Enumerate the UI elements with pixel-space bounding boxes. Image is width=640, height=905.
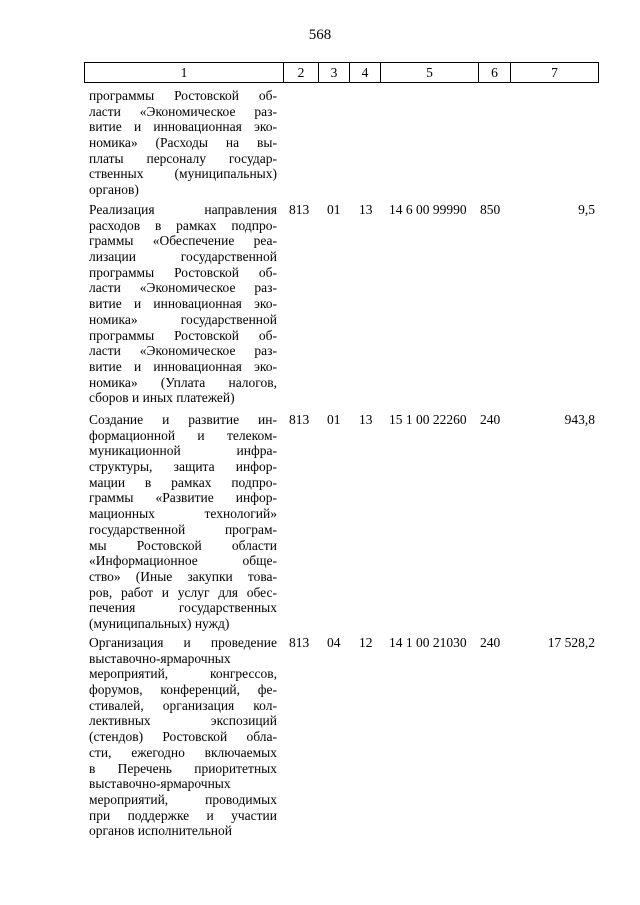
- description-line: номика» (Уплата налогов,: [89, 374, 277, 390]
- row-description: [89, 635, 277, 839]
- row-description: [89, 88, 277, 198]
- description-line: при поддержке и участии: [89, 807, 277, 823]
- page-number: 568: [308, 27, 332, 43]
- description-line: органов): [89, 182, 139, 198]
- cell-col-3: 01: [327, 412, 341, 427]
- header-col-1: 1: [84, 62, 284, 83]
- description-line: лизации государственной: [89, 249, 277, 265]
- description-line: печения государственных: [89, 600, 277, 616]
- cell-col-7-amount: 943,8: [564, 412, 595, 427]
- description-line: граммы «Развитие инфор-: [89, 490, 277, 506]
- cell-col-3: 01: [327, 202, 341, 217]
- description-line: сти, ежегодно включаемых: [89, 744, 277, 760]
- description-line: органов исполнительной: [89, 823, 232, 839]
- header-col-2: 2: [283, 62, 319, 83]
- description-line: Организация и проведение: [89, 635, 277, 650]
- description-line: муникационной инфра-: [89, 443, 277, 459]
- cell-col-6: 850: [480, 202, 501, 217]
- description-line: Создание и развитие ин-: [89, 412, 277, 427]
- header-col-3: 3: [318, 62, 350, 83]
- description-line: ласти «Экономическое раз-: [89, 280, 277, 296]
- description-line: мы Ростовской области: [89, 537, 277, 553]
- cell-col-6: 240: [480, 412, 501, 427]
- description-line: платы персоналу государ-: [89, 150, 277, 166]
- description-line: номика» (Расходы на вы-: [89, 135, 277, 151]
- description-line: ласти «Экономическое раз-: [89, 343, 277, 359]
- description-line: граммы «Обеспечение реа-: [89, 233, 277, 249]
- description-line: (стендов) Ростовской обла-: [89, 729, 277, 745]
- description-line: выставочно-ярмарочных: [89, 776, 231, 792]
- description-line: форумов, конференций, фе-: [89, 682, 277, 698]
- description-line: расходов в рамках подпро-: [89, 217, 277, 233]
- description-line: государственной програм-: [89, 521, 277, 537]
- description-line: стивалей, организация кол-: [89, 697, 277, 713]
- header-col-5: 5: [380, 62, 479, 83]
- description-line: программы Ростовской об-: [89, 327, 277, 343]
- description-line: номика» государственной: [89, 311, 277, 327]
- cell-col-2: 813: [289, 412, 310, 427]
- description-line: мационных технологий»: [89, 506, 277, 522]
- cell-col-5: 14 1 00 21030: [389, 635, 467, 650]
- header-col-4: 4: [349, 62, 381, 83]
- header-col-7: 7: [510, 62, 599, 83]
- row-description: [89, 202, 277, 406]
- cell-col-7-amount: 17 528,2: [547, 635, 595, 650]
- description-line: ственных (муниципальных): [89, 166, 277, 182]
- row-description: [89, 412, 277, 632]
- description-line: программы Ростовской об-: [89, 264, 277, 280]
- cell-col-2: 813: [289, 202, 310, 217]
- description-line: «Информационное обще-: [89, 553, 277, 569]
- description-line: витие и инновационная эко-: [89, 358, 277, 374]
- cell-col-4: 13: [359, 202, 373, 217]
- header-col-6: 6: [478, 62, 511, 83]
- description-line: Реализация направления: [89, 202, 277, 217]
- description-line: программы Ростовской об-: [89, 88, 277, 103]
- description-line: ров, работ и услуг для обес-: [89, 584, 277, 600]
- description-line: мероприятий, проводимых: [89, 791, 277, 807]
- description-line: ство» (Иные закупки това-: [89, 568, 277, 584]
- description-line: мации в рамках подпро-: [89, 474, 277, 490]
- description-line: (муниципальных) нужд): [89, 615, 230, 631]
- cell-col-4: 12: [359, 635, 373, 650]
- description-line: витие и инновационная эко-: [89, 296, 277, 312]
- cell-col-5: 14 6 00 99990: [389, 202, 467, 217]
- cell-col-3: 04: [327, 635, 341, 650]
- description-line: мероприятий, конгрессов,: [89, 666, 277, 682]
- description-line: структуры, защита инфор-: [89, 459, 277, 475]
- cell-col-6: 240: [480, 635, 501, 650]
- description-line: формационной и телеком-: [89, 427, 277, 443]
- description-line: сборов и иных платежей): [89, 390, 235, 406]
- description-line: витие и инновационная эко-: [89, 119, 277, 135]
- description-line: ласти «Экономическое раз-: [89, 103, 277, 119]
- description-line: лективных экспозиций: [89, 713, 277, 729]
- cell-col-7-amount: 9,5: [578, 202, 595, 217]
- cell-col-4: 13: [359, 412, 373, 427]
- cell-col-2: 813: [289, 635, 310, 650]
- cell-col-5: 15 1 00 22260: [389, 412, 467, 427]
- description-line: в Перечень приоритетных: [89, 760, 277, 776]
- description-line: выставочно-ярмарочных: [89, 650, 231, 666]
